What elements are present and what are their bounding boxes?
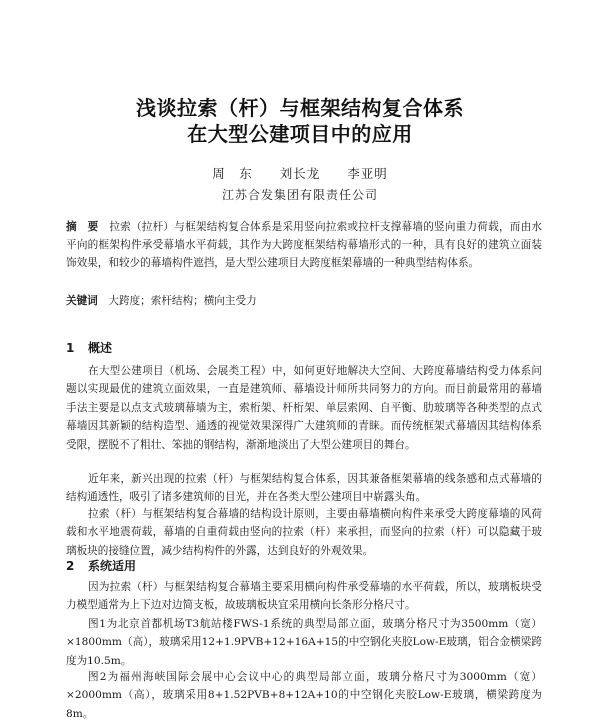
paper-title-line-2: 在大型公建项目中的应用 <box>187 122 413 146</box>
abstract-text: 拉索（拉杆）与框架结构复合体系是采用竖向拉索或拉杆支撑幕墙的竖向重力荷载，而由水平向的框架构件承受幕墙水平荷载，其作为大跨度框架结构幕墙形式的一种，具有良好的建筑立面装饰效果，和较少的幕墙构件遮挡，是大型公建项目大跨度框架幕墙的一种典型结构体系。 <box>66 221 543 270</box>
section-number: 1 <box>66 341 75 355</box>
section-2-paragraph-3: 图2为福州海峡国际会展中心会议中心的典型局部立面，玻璃分格尺寸为3000mm（宽）×2000mm（高），玻璃采用8+1.52PVB+8+12A+10的中空钢化夹胶Low-E玻璃，横梁跨度为8m。 <box>66 671 542 720</box>
keywords-label: 关键词 <box>66 295 98 307</box>
authors: 周 东 刘长龙 李亚明 <box>212 166 388 181</box>
section-2-paragraph-1: 因为拉索（杆）与框架结构复合幕墙主要采用横向构件承受幕墙的水平荷载，所以，玻璃板块受力模型通常为上下边对边简支板，故玻璃板块宜采用横向长条形分格尺寸。 <box>66 581 542 612</box>
section-title: 概述 <box>88 341 113 355</box>
abstract <box>66 218 542 273</box>
section-number: 2 <box>66 559 75 573</box>
paper-title-line-1: 浅谈拉索（杆）与框架结构复合体系 <box>136 96 464 120</box>
section-1-paragraph-2: 近年来，新兴出现的拉索（杆）与框架结构复合体系，因其兼备框架幕墙的线条感和点式幕墙的结构通透性，吸引了诸多建筑师的目光，并在各类大型公建项目中崭露头角。 <box>66 473 542 504</box>
section-1-paragraph-3: 拉索（杆）与框架结构复合幕墙的结构设计原则，主要由幕墙横向构件来承受大跨度幕墙的风荷载和水平地震荷载，幕墙的自重荷载由竖向的拉索（杆）来承担，而竖向的拉索（杆）可以隐藏于玻璃板块的接缝位置，减少结构构件的外露，达到良好的外观效果。 <box>66 508 542 557</box>
keywords <box>66 292 542 310</box>
keywords-text: 大跨度；索杆结构；横向主受力 <box>108 295 257 307</box>
section-2-paragraph-2: 图1为北京首都机场T3航站楼FWS-1系统的典型局部立面，玻璃分格尺寸为3500mm（宽）×1800mm（高），玻璃采用12+1.9PVB+12+16A+15的中空钢化夹胶Low-E玻璃，铝合金横梁跨度为10.5m。 <box>66 618 542 667</box>
abstract-label: 摘 要 <box>66 221 99 233</box>
affiliation: 江苏合发集团有限责任公司 <box>221 188 378 202</box>
section-title: 系统适用 <box>88 559 137 573</box>
section-1-paragraph-1: 在大型公建项目（机场、会展类工程）中，如何更好地解决大空间、大跨度幕墙结构受力体系问题以实现最优的建筑立面效果，一直是建筑师、幕墙设计师所共同努力的方向。而目前最常用的幕墙手法主要是以点支式玻璃幕墙为主，索桁架、杆桁架、单层索网、自平衡、肋玻璃等各种类型的点式幕墙因其新颖的结构造型、通透的视觉效果深得广大建筑师的青睐。而传统框架式幕墙因其结构体系受限，摆脱不了粗壮、笨拙的钢结构，渐渐地淡出了大型公建项目的舞台。 <box>66 365 542 451</box>
section-heading-2 <box>66 557 136 574</box>
section-heading-1 <box>66 339 112 356</box>
